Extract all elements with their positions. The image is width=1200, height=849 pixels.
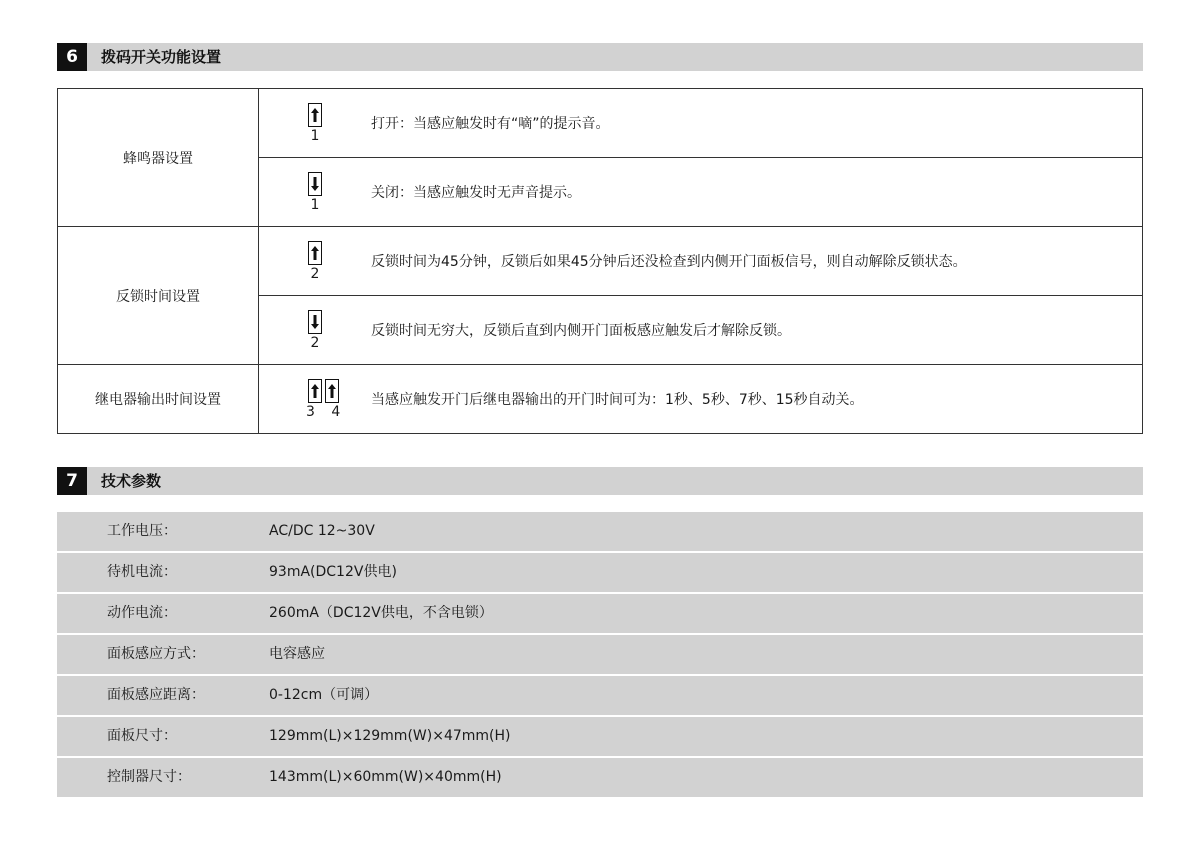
spec-row [57, 676, 1143, 715]
spec-row [57, 717, 1143, 756]
switch-number: 3 4 [306, 403, 347, 420]
section-title: 技术参数 [101, 472, 162, 490]
switch-cell [259, 365, 358, 434]
spec-key: 面板感应方式： [107, 646, 205, 662]
section-7-header [57, 467, 1143, 495]
spec-key: 待机电流： [107, 564, 177, 580]
switch-number: 1 [310, 196, 320, 213]
spec-row [57, 512, 1143, 551]
switch-cell [259, 296, 358, 365]
switch-number: 1 [310, 127, 320, 144]
option-description: 反锁时间无穷大，反锁后直到内侧开门面板感应触发后才解除反锁。 [357, 296, 1143, 365]
arrow-up-icon [308, 379, 322, 403]
arrow-up-icon [325, 379, 339, 403]
spec-value: 电容感应 [269, 646, 325, 662]
dip-switch [308, 172, 322, 213]
spec-key: 工作电压： [107, 523, 177, 539]
option-description: 当感应触发开门后继电器输出的开门时间可为：1秒、5秒、7秒、15秒自动关。 [357, 365, 1143, 434]
spec-value: 0-12cm（可调） [269, 687, 379, 703]
section-number: 6 [57, 43, 87, 71]
spec-key: 控制器尺寸： [107, 769, 191, 785]
table-row [58, 89, 1143, 158]
dip-switch [308, 310, 322, 351]
dip-switch-table [57, 88, 1143, 434]
row-label-lock-time: 反锁时间设置 [58, 227, 259, 365]
section-number: 7 [57, 467, 87, 495]
switch-cell [259, 89, 358, 158]
dip-switch [300, 379, 346, 420]
spec-value: 260mA（DC12V供电，不含电锁） [269, 605, 493, 621]
spec-key: 面板感应距离： [107, 687, 205, 703]
dip-switch [308, 103, 322, 144]
option-description: 反锁时间为45分钟，反锁后如果45分钟后还没检查到内侧开门面板信号，则自动解除反锁状态。 [357, 227, 1143, 296]
spec-value: AC/DC 12~30V [269, 523, 375, 539]
switch-cell [259, 158, 358, 227]
spec-row [57, 635, 1143, 674]
spec-value: 143mm(L)×60mm(W)×40mm(H) [269, 769, 502, 785]
dip-switch [308, 241, 322, 282]
spec-row [57, 758, 1143, 797]
row-label-relay-time: 继电器输出时间设置 [58, 365, 259, 434]
spec-key: 动作电流： [107, 605, 177, 621]
option-description: 关闭：当感应触发时无声音提示。 [357, 158, 1143, 227]
option-description: 打开：当感应触发时有“嘀”的提示音。 [357, 89, 1143, 158]
spec-row [57, 594, 1143, 633]
spec-value: 93mA(DC12V供电) [269, 564, 397, 580]
arrow-down-icon [308, 172, 322, 196]
switch-number: 2 [310, 265, 320, 282]
spec-row [57, 553, 1143, 592]
table-row [58, 227, 1143, 296]
switch-cell [259, 227, 358, 296]
spec-key: 面板尺寸： [107, 728, 177, 744]
arrow-up-icon [308, 103, 322, 127]
row-label-buzzer: 蜂鸣器设置 [58, 89, 259, 227]
spec-list [57, 512, 1143, 799]
arrow-down-icon [308, 310, 322, 334]
arrow-up-icon [308, 241, 322, 265]
switch-number: 2 [310, 334, 320, 351]
section-6-header [57, 43, 1143, 71]
spec-value: 129mm(L)×129mm(W)×47mm(H) [269, 728, 511, 744]
section-title: 拨码开关功能设置 [101, 48, 222, 66]
table-row [58, 365, 1143, 434]
